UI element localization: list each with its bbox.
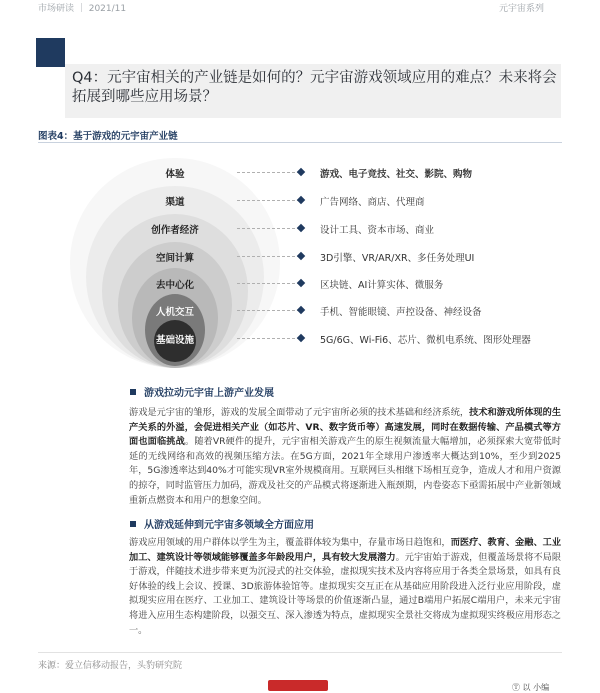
section-paragraph [129,536,561,638]
paragraph-text: 。元宇宙始于游戏，但覆盖场景将不局限于游戏，伴随技术进步带来更为沉浸式的社交体验，虚拟现实技术及内容将应用于各类全景场景，如具有良好体验的线上会议、授课、3D旅游体验馆等。虚拟现实交互正在从基础应用阶段进入泛行业应用阶段，虚拟现实应用在医疗、工业加工、建筑设计等场景的价值逐渐凸显，通过B端用户拓展C端用户，未来元宇宙将进入应用生态构建阶段，以强交互、深入渗透为特点，虚拟现实全景社交将成为虚拟现实终极应用形态之一。 [129,551,562,636]
square-bullet-icon [130,521,136,527]
layer-description: 广告网络、商店、代理商 [320,197,425,208]
connector-line [237,256,300,257]
section-heading [130,516,314,531]
layer-label: 基础设施 [155,335,194,346]
layer-description: 区块链、AI计算实体、微服务 [320,280,444,291]
connector-line [237,200,300,201]
footer-rule [38,652,562,653]
paragraph-bold-text: 而医疗、教育、金融、工业加工、建筑设计等领域能够覆盖多年龄段用户，具有较大发展潜力 [129,537,562,563]
layer-description: 游戏、电子竞技、社交、影院、购物 [320,169,473,180]
figure-rule [38,142,562,143]
header-right: 元宇宙系列 [498,4,544,14]
diamond-bullet-icon [297,168,305,176]
figure-title: 图表4：基于游戏的元宇宙产业链 [38,131,178,142]
brand-logo [268,680,328,691]
connector-line [237,338,300,339]
diamond-bullet-icon [297,196,305,204]
diamond-bullet-icon [297,279,305,287]
connector-line [237,172,300,173]
layer-label: 人机交互 [155,307,194,318]
paragraph-bold-text: 技术和游戏所体现的生产关系的外溢，会促进相关产业（如芯片、VR、数字货币等）高速发展，同时在数据传输、产品模式等方面也面临挑战 [129,407,562,448]
section-heading-text: 游戏拉动元宇宙上游产业发展 [144,388,274,399]
source-note: 来源：爱立信移动报告，头豹研究院 [38,661,183,671]
layer-label: 体验 [165,169,185,180]
header-left: 市场研读 ｜ 2021/11 [38,4,127,14]
layer-label: 渠道 [165,197,185,208]
diamond-bullet-icon [297,252,305,260]
section-paragraph [129,406,561,508]
paragraph-text: 游戏应用领域的用户群体以学生为主，覆盖群体较为集中，存量市场日趋饱和， [129,537,451,548]
diamond-bullet-icon [297,306,305,314]
section-heading-text: 从游戏延伸到元宇宙多领域全方面应用 [144,520,314,531]
section-heading [130,384,274,399]
square-bullet-icon [130,389,136,395]
connector-line [237,228,300,229]
corner-watermark: Ⓣ 以 小编 [512,683,550,692]
layer-description: 5G/6G、Wi-Fi6、芯片、微机电系统、图形处理器 [320,335,531,346]
layer-description: 3D引擎、VR/AR/XR、多任务处理UI [320,253,475,264]
layer-label: 创作者经济 [151,225,199,236]
layer-label: 空间计算 [155,253,194,264]
diamond-bullet-icon [297,334,305,342]
diamond-bullet-icon [297,224,305,232]
layer-description: 设计工具、资本市场、商业 [320,225,435,236]
connector-line [237,283,300,284]
layer-description: 手机、智能眼镜、声控设备、神经设备 [320,307,482,318]
accent-square [36,38,65,67]
question-title: Q4：元宇宙相关的产业链是如何的？元宇宙游戏领域应用的难点？未来将会拓展到哪些应用场景？ [72,70,557,105]
connector-line [237,310,300,311]
paragraph-text: 游戏是元宇宙的雏形，游戏的发展全面带动了元宇宙所必须的技术基础和经济系统， [129,407,470,418]
page-header [0,0,600,16]
layer-label: 去中心化 [155,280,194,291]
paragraph-text: 。随着VR硬件的提升，元宇宙相关游戏产生的原生视频流量大幅增加，必须探索大宽带低时延的无线网络和高效的视频压缩方法。在5G方面，2021年全球用户渗透率大概达到10%，至少到2025年，5G渗透率达到40%才可能实现VR室外规模商用。互联网巨头相继下场相互竞争，造成人才和用户资源的掠夺，同时监管压力加码，游戏及社交的产品模式将逐渐进入瓶颈期，内卷姿态下亟需拓展中产业新领域重新点燃资本和用户的想象空间。 [129,436,562,506]
